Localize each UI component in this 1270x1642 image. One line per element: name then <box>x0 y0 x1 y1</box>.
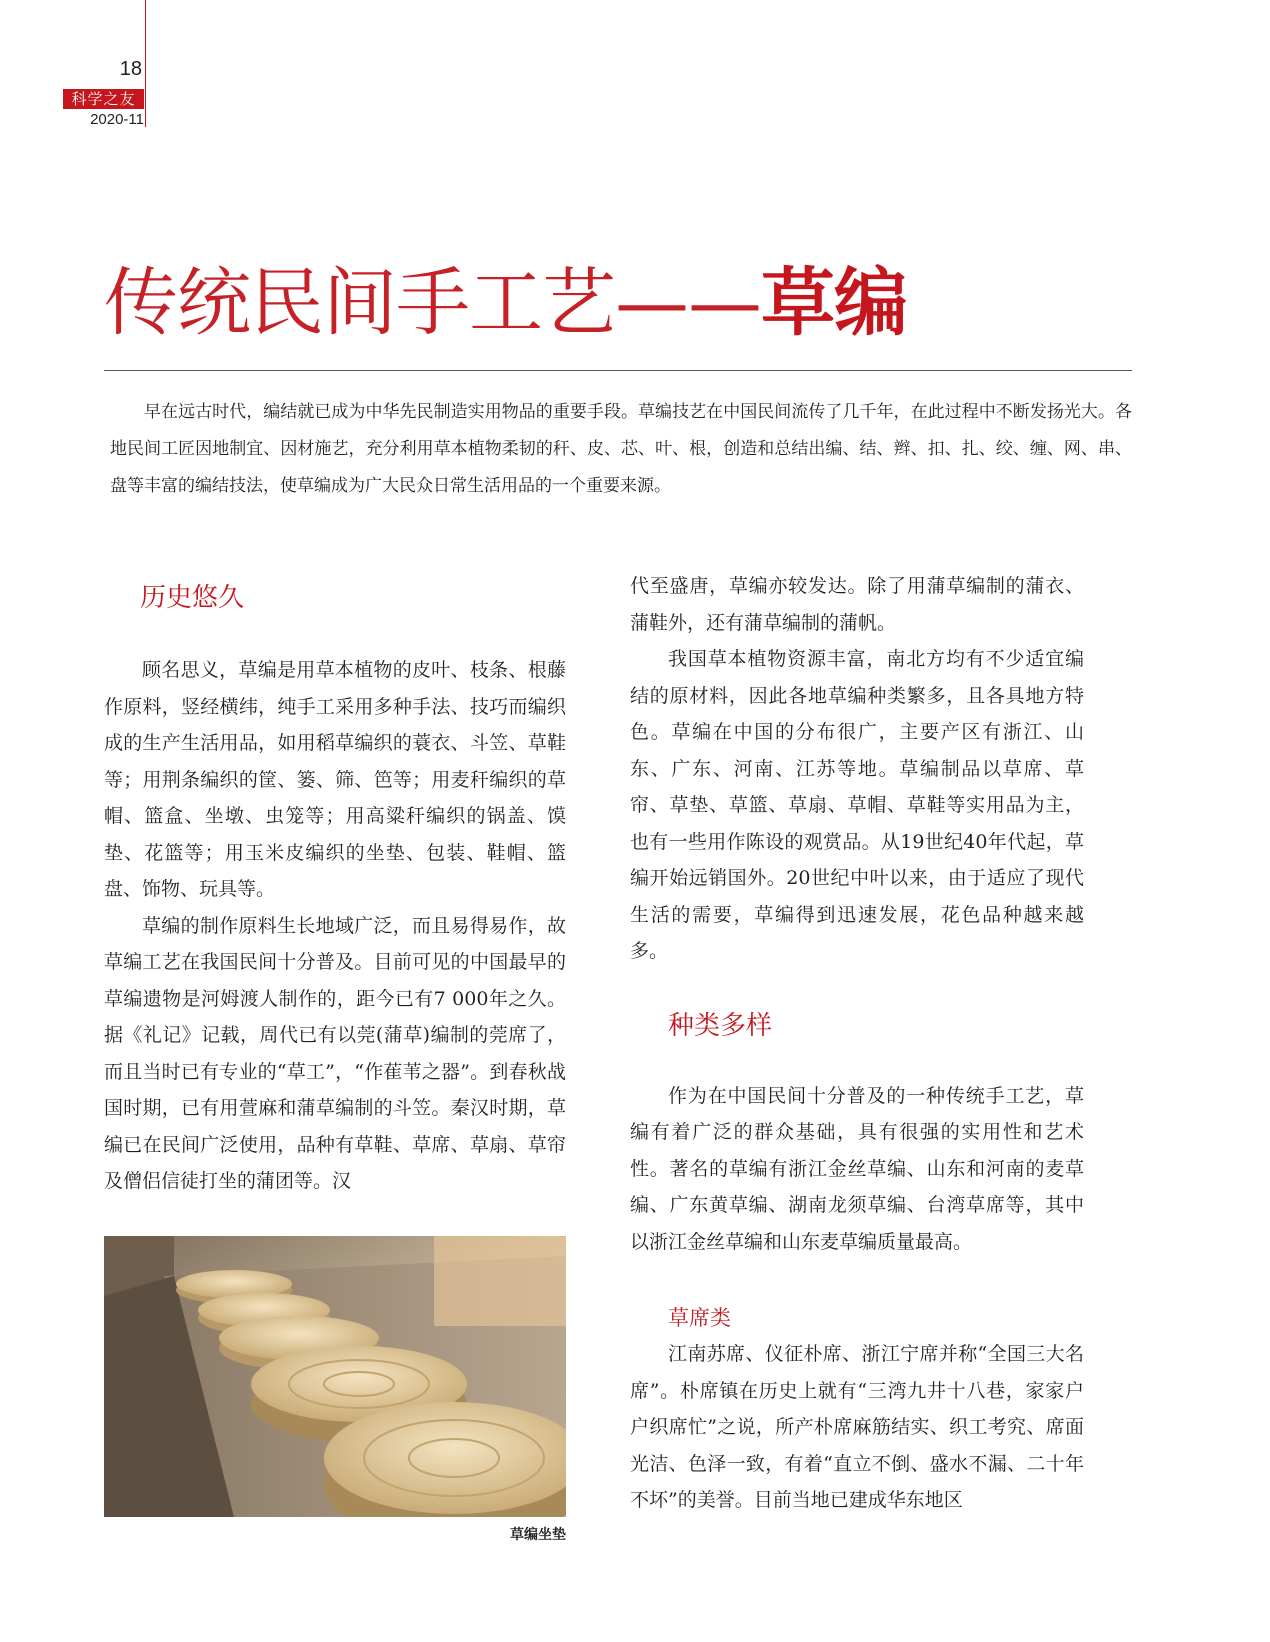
issue-date: 2020-11 <box>90 111 144 128</box>
paragraph: 草编的制作原料生长地域广泛，而且易得易作，故草编工艺在我国民间十分普及。目前可见的中国最早的草编遗物是河姆渡人制作的，距今已有7 000年之久。据《礼记》记载，周代已有以莞(蒲草)编制的莞席了，而且当时已有专业的“草工”，“作萑苇之器”。到春秋战国时期，已有用萱麻和蒲草编制的斗笠。秦汉时期，草编已在民间广泛使用，品种有草鞋、草席、草扇、草帘及僧侣信徒打坐的蒲团等。汉 <box>104 914 566 1192</box>
title-emphasis: 草编 <box>761 260 907 346</box>
cushion-photo <box>104 1236 566 1517</box>
header-rule <box>145 0 146 127</box>
section-heading-variety: 种类多样 <box>668 1010 773 1041</box>
title-main: 传统民间手工艺—— <box>104 260 761 346</box>
cushion-photo-art <box>104 1236 566 1517</box>
photo-caption: 草编坐垫 <box>510 1527 566 1543</box>
paragraph: 作为在中国民间十分普及的一种传统手工艺，草编有着广泛的群众基础，具有很强的实用性和艺术性。著名的草编有浙江金丝草编、山东和河南的麦草编、广东黄草编、湖南龙须草编、台湾草席等，其中以浙江金丝草编和山东麦草编质量最高。 <box>630 1084 1084 1253</box>
magazine-name: 科学之友 <box>63 89 144 109</box>
right-column <box>630 568 1084 1519</box>
title-rule <box>104 370 1132 371</box>
subsection-heading-mats: 草席类 <box>668 1306 731 1330</box>
paragraph: 我国草本植物资源丰富，南北方均有不少适宜编结的原材料，因此各地草编种类繁多，且各具地方特色。草编在中国的分布很广，主要产区有浙江、山东、广东、河南、江苏等地。草编制品以草席、草帘、草垫、草篮、草扇、草帽、草鞋等实用品为主，也有一些用作陈设的观赏品。从19世纪40年代起，草编开始远销国外。20世纪中叶以来，由于适应了现代生活的需要，草编得到迅速发展，花色品种越来越多。 <box>630 648 1084 962</box>
left-column <box>104 578 566 1200</box>
paragraph: 江南苏席、仪征朴席、浙江宁席并称“全国三大名席”。朴席镇在历史上就有“三湾九井十八巷，家家户户织席忙”之说，所产朴席麻筋结实、织工考究、席面光洁、色泽一致，有着“直立不倒、盛水不漏、二十年不坏”的美誉。目前当地已建成华东地区 <box>630 1343 1084 1511</box>
section-heading-history: 历史悠久 <box>140 583 245 613</box>
paragraph: 顾名思义，草编是用草本植物的皮叶、枝条、根藤作原料，竖经横纬，纯手工采用多种手法、技巧而编织成的生产生活用品，如用稻草编织的蓑衣、斗笠、草鞋等；用荆条编织的筐、篓、筛、笆等；用麦秆编织的草帽、篮盒、坐墩、虫笼等；用高粱秆编织的锅盖、馍垫、花篮等；用玉米皮编织的坐垫、包装、鞋帽、篮盘、饰物、玩具等。 <box>104 659 566 900</box>
cushion <box>324 1402 566 1517</box>
paragraph: 代至盛唐，草编亦较发达。除了用蒲草编制的蒲衣、蒲鞋外，还有蒲草编制的蒲帆。 <box>630 575 1084 634</box>
page-number: 18 <box>119 58 142 80</box>
article-title <box>104 258 907 348</box>
intro-paragraph: 早在远古时代，编结就已成为中华先民制造实用物品的重要手段。草编技艺在中国民间流传了几千年，在此过程中不断发扬光大。各地民间工匠因地制宜、因材施艺，充分利用草本植物柔韧的秆、皮、芯、叶、根，创造和总结出编、结、辫、扣、扎、绞、缠、网、串、盘等丰富的编结技法，使草编成为广大民众日常生活用品的一个重要来源。 <box>110 402 1132 496</box>
